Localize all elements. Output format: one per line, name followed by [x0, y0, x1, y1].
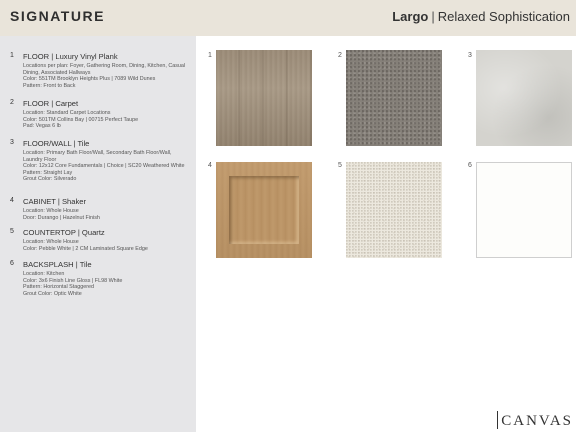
selection-detail: Color: 501TM Collins Bay | 00715 Perfect Taupe [23, 116, 139, 123]
header-bar [0, 0, 576, 36]
selection-title: CABINET | Shaker [23, 197, 87, 206]
plan-tagline: Relaxed Sophistication [437, 9, 570, 24]
selections-sidebar [0, 36, 196, 432]
selection-detail: Color: 12x12 Core Fundamentals | Choice | SC20 Weathered White [23, 163, 185, 170]
canvas-logo: CANVAS [501, 413, 573, 429]
swatch-cabinet-door [216, 162, 312, 258]
swatch-number: 1 [208, 52, 212, 59]
selection-title: BACKSPLASH | Tile [23, 260, 92, 269]
selection-detail: Grout Color: Optic White [23, 290, 82, 297]
selection-number: 6 [10, 260, 14, 267]
swatch-floor-wall-tile [476, 50, 572, 146]
selection-detail: Locations per plan: Foyer, Gathering Room, Dining, Kitchen, Casual Dining, Associated Hallways [23, 63, 186, 76]
swatch-number: 6 [468, 162, 472, 169]
selection-number: 4 [10, 197, 14, 204]
plan-name: Largo [392, 9, 429, 24]
selection-detail: Pattern: Horizontal Staggered [23, 284, 95, 291]
selection-detail: Location: Primary Bath Floor/Wall, Secondary Bath Floor/Wall, Laundry Floor [23, 150, 172, 163]
selection-detail: Color: 3x6 Finish Line Gloss | FL98 White [23, 277, 123, 284]
selection-title: FLOOR | Carpet [23, 99, 79, 108]
selection-detail: Location: Kitchen [23, 271, 65, 277]
swatch-number: 3 [468, 52, 472, 59]
logo-divider [497, 411, 498, 429]
selection-number: 1 [10, 52, 14, 59]
swatch-carpet [346, 50, 442, 146]
selection-number: 5 [10, 228, 14, 235]
swatch-luxury-vinyl-plank [216, 50, 312, 146]
swatch-quartz-countertop [346, 162, 442, 258]
selection-title: COUNTERTOP | Quartz [23, 228, 105, 237]
swatch-number: 4 [208, 162, 212, 169]
selection-detail: Pad: Vegas 6 lb [23, 123, 61, 130]
selection-title: FLOOR/WALL | Tile [23, 139, 90, 148]
selection-title: FLOOR | Luxury Vinyl Plank [23, 52, 118, 61]
cabinet-raised-panel [229, 176, 299, 244]
selection-detail: Color: Pebble White | 2 CM Laminated Square Edge [23, 245, 148, 252]
selection-detail: Location: Whole House [23, 239, 79, 245]
plan-separator: | [431, 9, 435, 24]
swatch-number: 5 [338, 162, 342, 169]
selection-detail: Location: Standard Carpet Locations [23, 110, 111, 116]
brand-title: SIGNATURE [10, 8, 105, 24]
selection-number: 3 [10, 139, 14, 146]
selection-detail: Location: Whole House [23, 208, 79, 214]
selection-detail: Grout Color: Silverado [23, 176, 77, 183]
selection-detail: Door: Durango | Hazelnut Finish [23, 214, 100, 221]
plan-title [392, 9, 570, 24]
swatch-number: 2 [338, 52, 342, 59]
swatch-backsplash-tile [476, 162, 572, 258]
selection-number: 2 [10, 99, 14, 106]
selection-detail: Pattern: Front to Back [23, 82, 76, 89]
selection-detail: Color: 551TM Brooklyn Heights Plus | 7089 Wild Dunes [23, 76, 156, 83]
selection-detail: Pattern: Straight Lay [23, 169, 73, 176]
